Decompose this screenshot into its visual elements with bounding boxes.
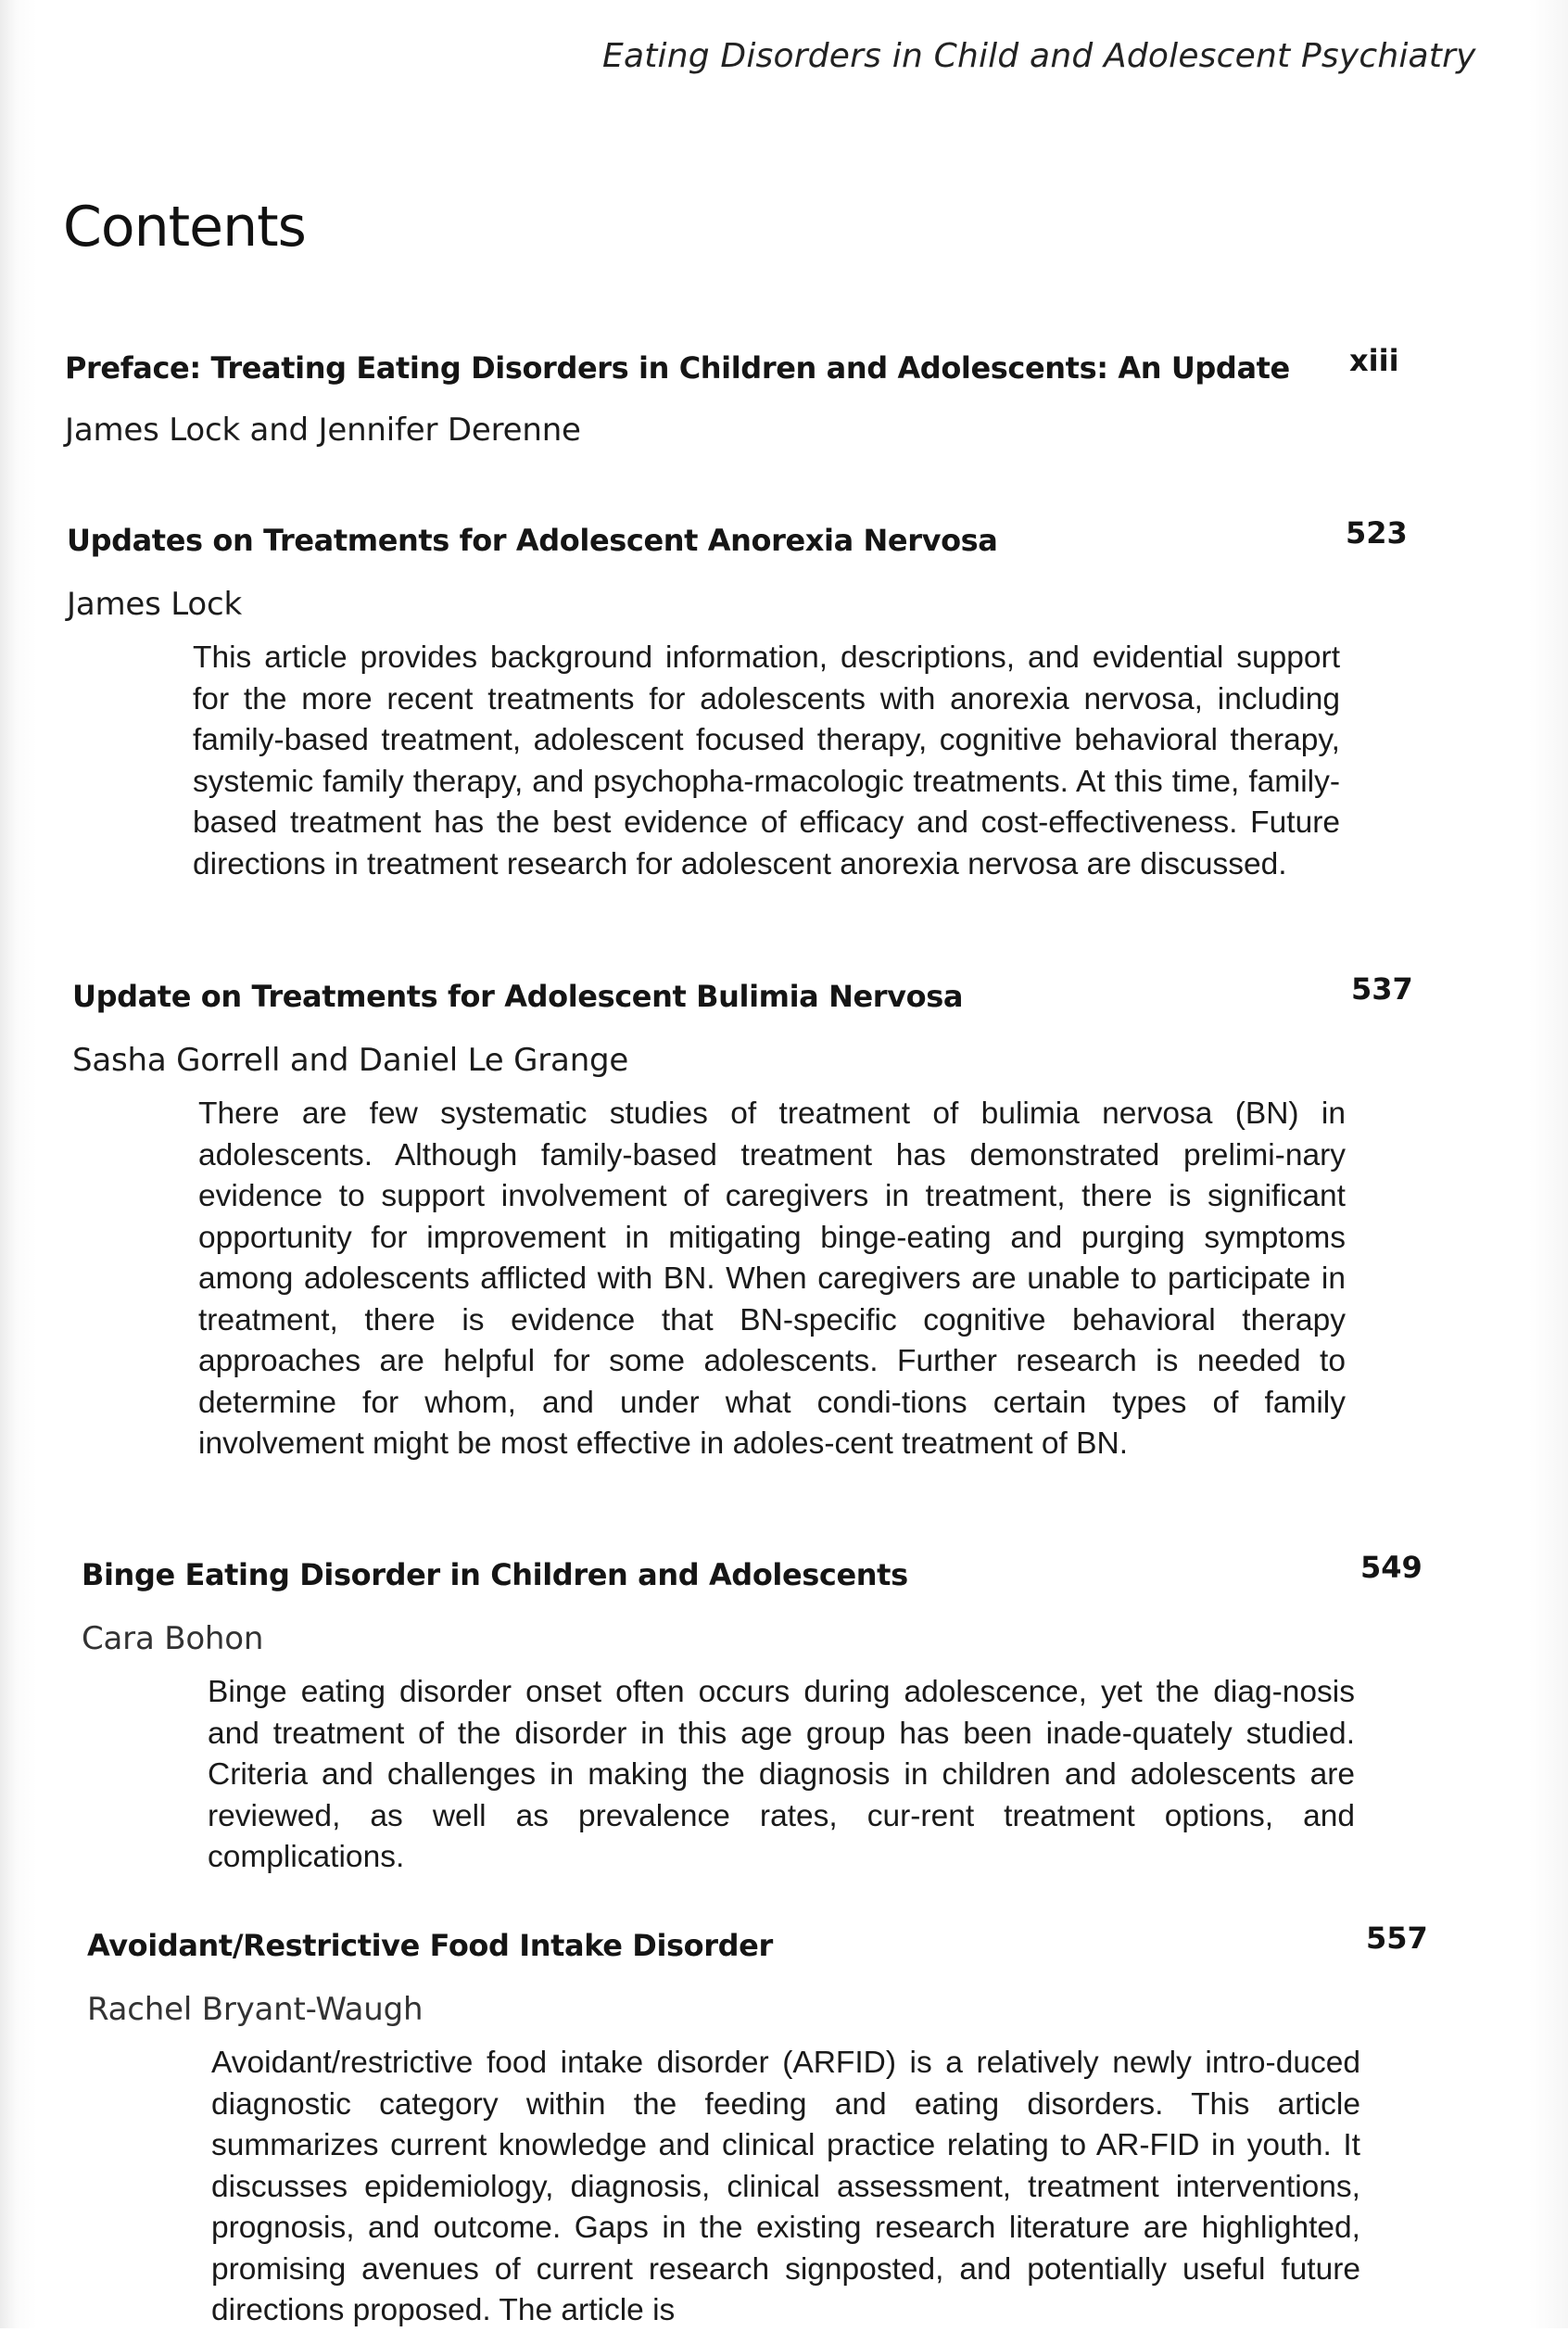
toc-entry-title[interactable]: Binge Eating Disorder in Children and Adolescents — [82, 1557, 908, 1592]
toc-entry-abstract: This article provides background information, descriptions, and evidential support for the more recent treatments for adolescents with anorexia nervosa, including family-based treatment, adolescent focused therapy, cognitive behavioral therapy, systemic family therapy, and psychopha-rmacologic treatments. At this time, family-based treatment has the best evidence of efficacy and cost-effectiveness. Future directions in treatment research for adolescent anorexia nervosa are discussed. — [193, 640, 1340, 881]
toc-entry-title[interactable]: Update on Treatments for Adolescent Bulimia Nervosa — [72, 979, 964, 1014]
toc-entry-page-number[interactable]: xiii — [1349, 343, 1399, 378]
toc-entry-page-number[interactable]: 557 — [1366, 1920, 1428, 1956]
toc-entry-abstract: Avoidant/restrictive food intake disorder (ARFID) is a relatively newly intro-duced diagnostic category within the feeding and eating disorders. This article summarizes current knowledge and clinical practice relating to AR-FID in youth. It discusses epidemiology, diagnosis, clinical assessment, treatment interventions, prognosis, and outcome. Gaps in the existing research literature are highlighted, promising avenues of current research signposted, and potentially useful future directions proposed. The article is — [211, 2046, 1360, 2327]
toc-entry-authors: James Lock and Jennifer Derenne — [65, 412, 581, 449]
toc-entry-title[interactable]: Updates on Treatments for Adolescent Anorexia Nervosa — [67, 523, 998, 558]
toc-entry-abstract: Binge eating disorder onset often occurs during adolescence, yet the diag-nosis and treatment of the disorder in this age group has been inade-quately studied. Criteria and challenges in making the diagnosis in children and adolescents are reviewed, as well as prevalence rates, cur-rent treatment options, and complications. — [208, 1675, 1355, 1874]
toc-entry-abstract: There are few systematic studies of treatment of bulimia nervosa (BN) in adolescents. Although family-based treatment has demonstrated prelimi-nary evidence to support involvement of caregivers in treatment, there is significant opportunity for improvement in mitigating binge-eating and purging symptoms among adolescents afflicted with BN. When caregivers are unable to participate in treatment, there is evidence that BN-specific cognitive behavioral therapy approaches are helpful for some adolescents. Further research is needed to determine for whom, and under what condi-tions certain types of family involvement might be most effective in adoles-cent treatment of BN. — [198, 1096, 1346, 1461]
toc-entry-page-number[interactable]: 523 — [1346, 515, 1408, 551]
running-head: Eating Disorders in Child and Adolescent Psychiatry — [602, 37, 1476, 75]
toc-entry-authors: James Lock — [67, 586, 242, 623]
toc-entry-page-number[interactable]: 549 — [1360, 1550, 1423, 1585]
toc-entry-title[interactable]: Avoidant/Restrictive Food Intake Disorder — [87, 1928, 773, 1963]
toc-entry-page-number[interactable]: 537 — [1351, 971, 1413, 1007]
page-title: Contents — [63, 195, 306, 260]
toc-entry-authors: Cara Bohon — [82, 1620, 264, 1657]
toc-entry-authors: Rachel Bryant-Waugh — [87, 1991, 424, 2028]
toc-entry-authors: Sasha Gorrell and Daniel Le Grange — [72, 1042, 629, 1079]
toc-entry-title[interactable]: Preface: Treating Eating Disorders in Children and Adolescents: An Update — [65, 350, 1290, 386]
